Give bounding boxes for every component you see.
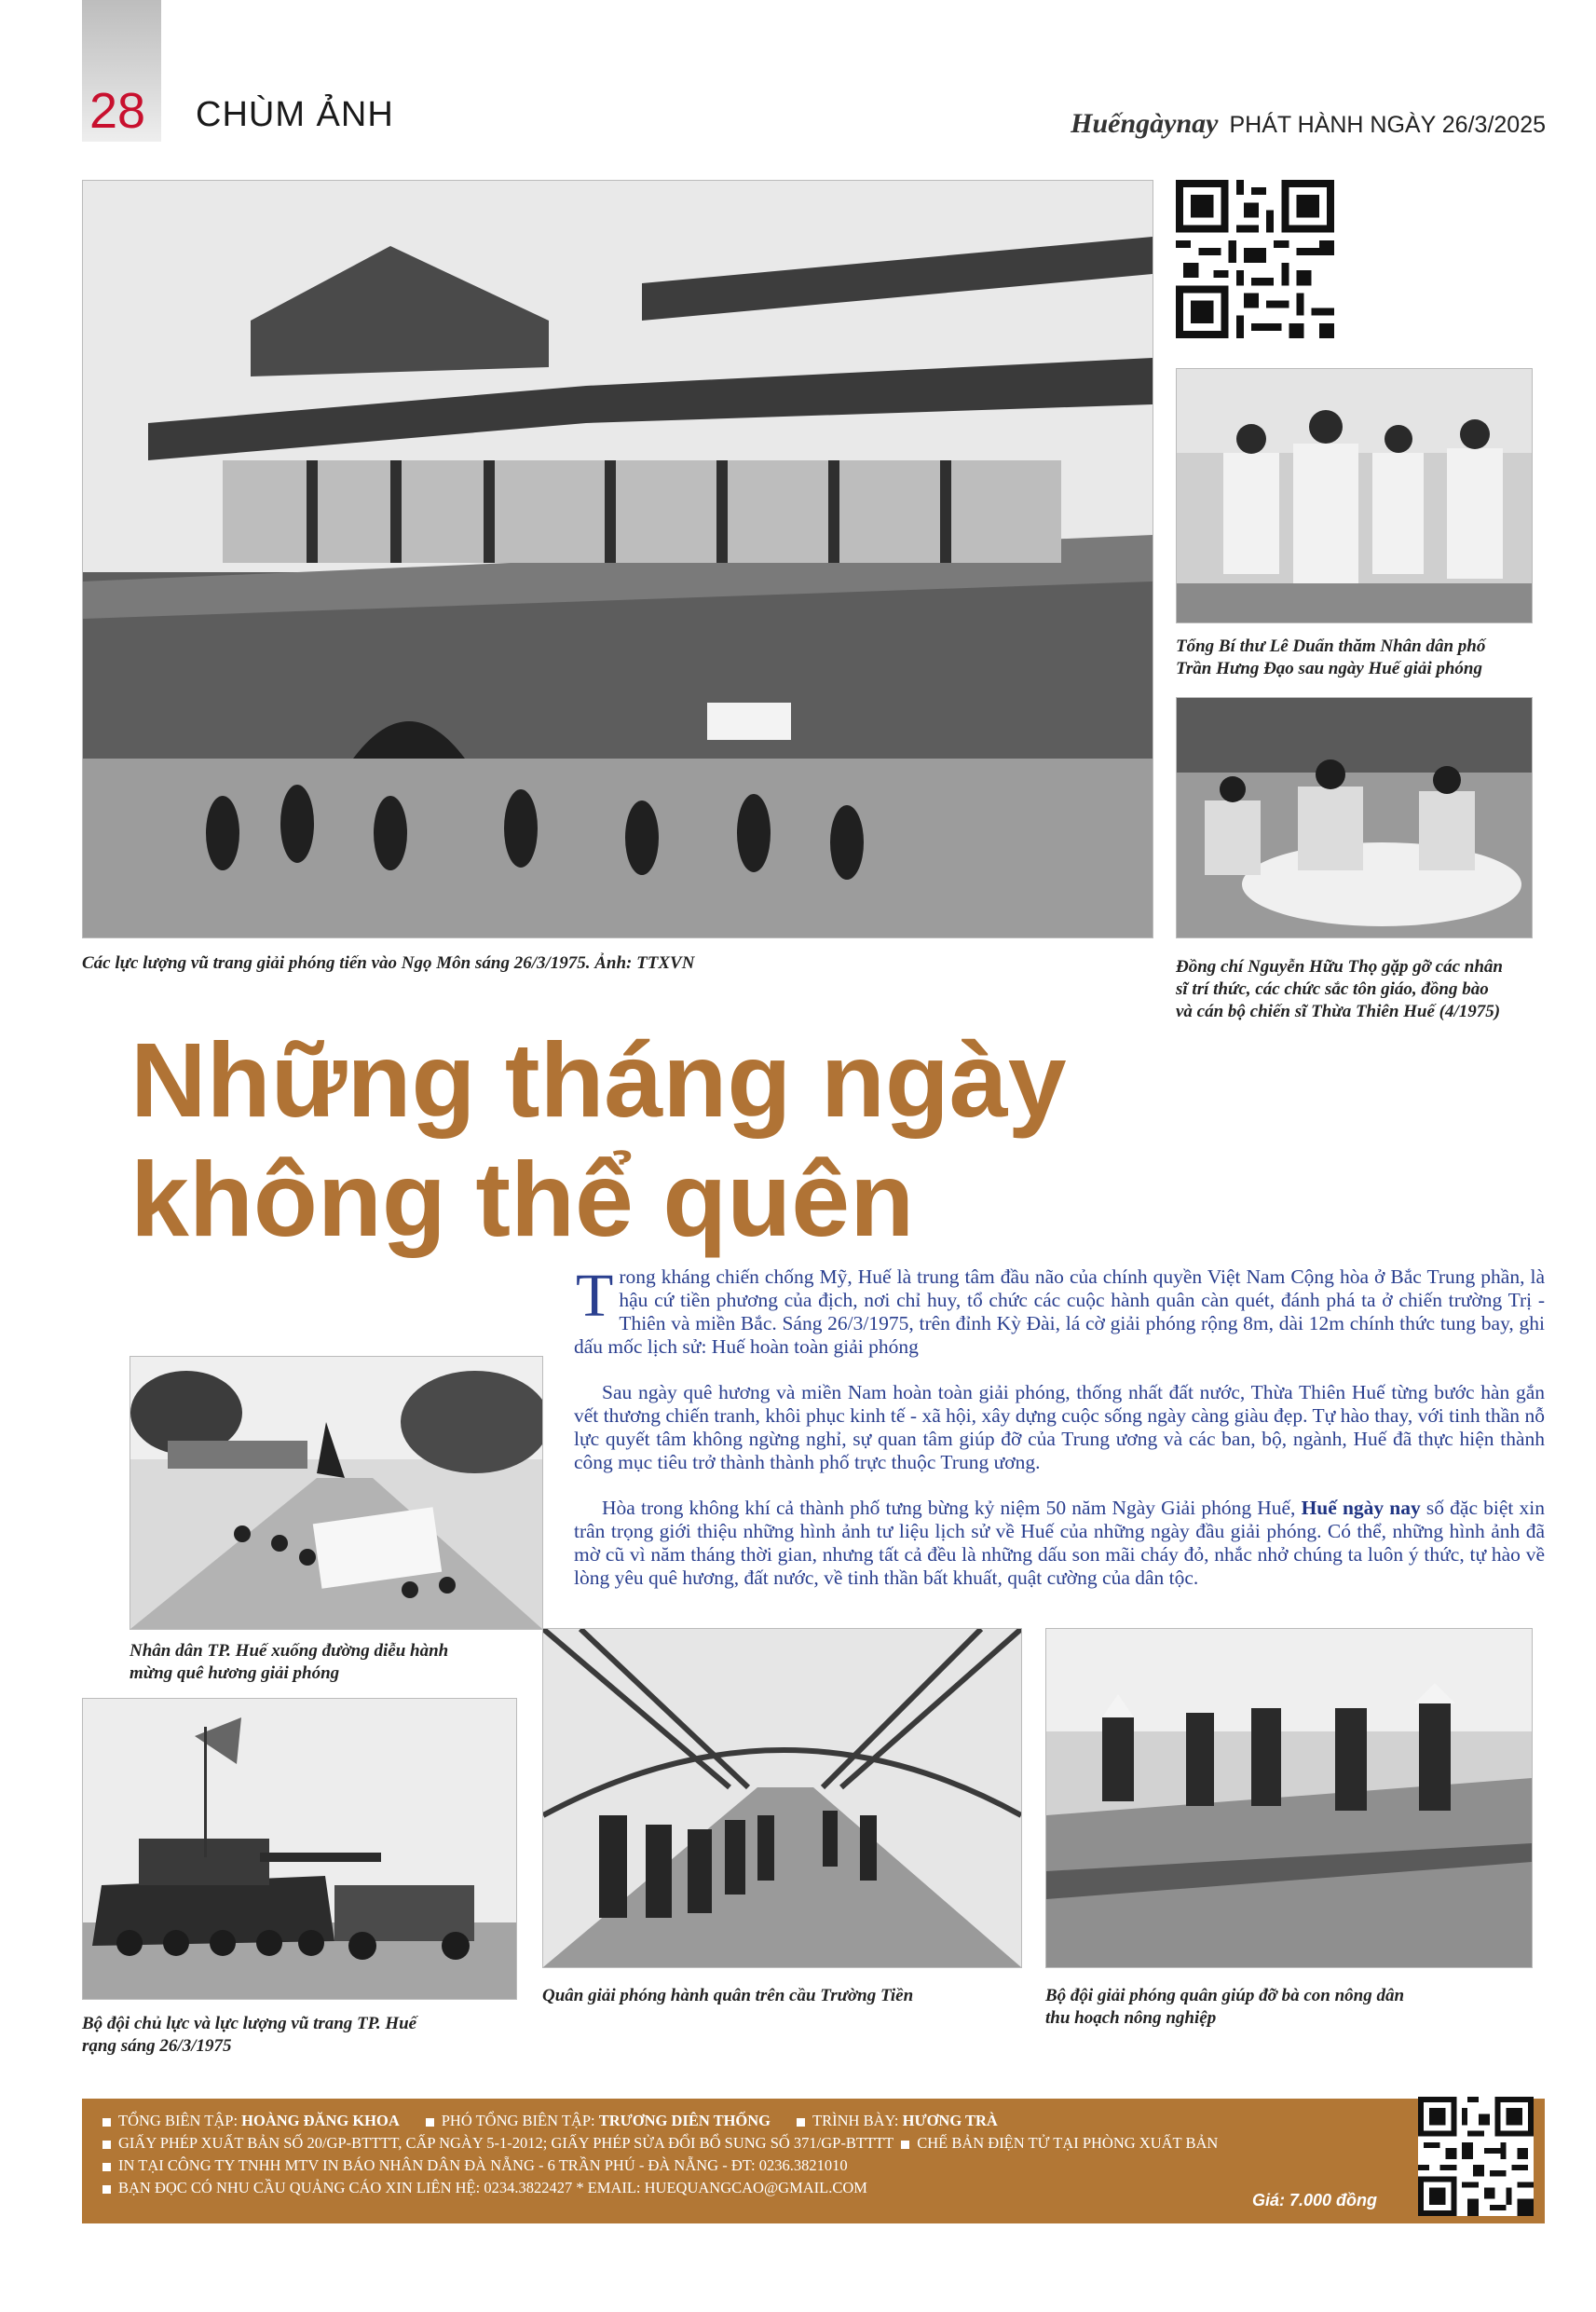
caption-le-duan bbox=[1176, 636, 1548, 680]
layout-designer bbox=[797, 2110, 998, 2132]
printer-text bbox=[102, 2155, 848, 2177]
photo-ngo-mon bbox=[82, 180, 1153, 938]
publication-name: Huế ngày nay bbox=[1301, 1497, 1421, 1519]
photo-tank bbox=[82, 1698, 517, 2000]
caption-line: Nhân dân TP. Huế xuống đường diễu hành bbox=[130, 1641, 449, 1661]
footer-license-line bbox=[102, 2132, 1314, 2155]
bullet-square-icon bbox=[901, 2141, 909, 2149]
editor-label: TỔNG BIÊN TẬP: bbox=[118, 2112, 239, 2129]
deputy-name: TRƯƠNG DIÊN THỐNG bbox=[598, 2112, 771, 2129]
masthead-logo: Huếngàynay bbox=[1071, 108, 1219, 139]
bullet-square-icon bbox=[797, 2118, 805, 2127]
footer-printer-line bbox=[102, 2155, 1314, 2177]
headline-line-2: không thể quên bbox=[130, 1141, 915, 1258]
caption-line: rạng sáng 26/3/1975 bbox=[82, 2036, 232, 2056]
deputy-editor bbox=[426, 2110, 771, 2132]
printer-value: IN TẠI CÔNG TY TNHH MTV IN BÁO NHÂN DÂN ĐÀ NẴNG - 6 TRẦN PHÚ - ĐÀ NẴNG - ĐT: 0236.3821010 bbox=[118, 2156, 848, 2174]
caption-line: mừng quê hương giải phóng bbox=[130, 1663, 340, 1683]
layout-label: TRÌNH BÀY: bbox=[812, 2112, 899, 2129]
caption-nguyen-huu-tho bbox=[1176, 956, 1548, 1023]
bullet-square-icon bbox=[426, 2118, 434, 2127]
license-text bbox=[102, 2132, 893, 2155]
bullet-square-icon bbox=[102, 2141, 111, 2149]
caption-line: thu hoạch nông nghiệp bbox=[1045, 2008, 1217, 2028]
caption-tank bbox=[82, 2013, 520, 2058]
caption-line: Đồng chí Nguyễn Hữu Thọ gặp gỡ các nhân bbox=[1176, 957, 1503, 977]
qr-code-top[interactable] bbox=[1176, 180, 1334, 338]
caption-farm bbox=[1045, 1985, 1548, 2030]
photo-farm bbox=[1045, 1628, 1533, 1968]
caption-parade bbox=[130, 1640, 558, 1685]
bullet-square-icon bbox=[102, 2163, 111, 2171]
paragraph-text: số đặc biệt xin trân trọng giới thiệu những hình ảnh tư liệu lịch sử về Huế của những ngày đầu giải phóng. Có thể, những hình ảnh đã mờ cũ vì năm tháng thời gian, nhưng tất cả đều là những dấu son mãi cháy đỏ, nhắc nhở chúng ta luôn ý thức, tự hào về lòng yêu quê hương, đất nước, về tinh thần bất khuất, quật cường của dân tộc. bbox=[574, 1497, 1546, 1589]
caption-line: Bộ đội giải phóng quân giúp đỡ bà con nông dân bbox=[1045, 1986, 1405, 2005]
deputy-label: PHÓ TỔNG BIÊN TẬP: bbox=[441, 2112, 595, 2129]
qr-code-bottom[interactable] bbox=[1418, 2097, 1534, 2216]
caption-ngo-mon: Các lực lượng vũ trang giải phóng tiến vào Ngọ Môn sáng 26/3/1975. Ảnh: TTXVN bbox=[82, 953, 695, 973]
editor-in-chief bbox=[102, 2110, 400, 2132]
ads-text bbox=[102, 2177, 867, 2199]
photo-le-duan bbox=[1176, 368, 1533, 623]
price: Giá: 7.000 đồng bbox=[1251, 2191, 1377, 2209]
article-paragraph-2: Sau ngày quê hương và miền Nam hoàn toàn giải phóng, thống nhất đất nước, Thừa Thiên Huế từng bước hàn gắn vết thương chiến tranh, khôi phục kinh tế - xã hội, xây dựng cuộc sống ngày càng giàu đẹp. Tự hào thay, với tinh thần nỗ lực quyết tâm không ngừng nghỉ, sự quan tâm giúp đỡ của Trung ương và các ban, bộ, ngành, Huế đã thực hiện thành công mục tiêu trở thành thành phố trực thuộc Trung ương. bbox=[574, 1381, 1545, 1473]
photo-nguyen-huu-tho bbox=[1176, 697, 1533, 938]
article-paragraph-3 bbox=[574, 1497, 1545, 1590]
drop-cap: T bbox=[576, 1262, 614, 1330]
caption-line: sĩ trí thức, các chức sắc tôn giáo, đồng bào bbox=[1176, 979, 1489, 999]
masthead bbox=[1071, 108, 1546, 140]
caption-line: và cán bộ chiến sĩ Thừa Thiên Huế (4/1975) bbox=[1176, 1002, 1501, 1021]
article-body bbox=[574, 1262, 1546, 1612]
release-date: PHÁT HÀNH NGÀY 26/3/2025 bbox=[1229, 112, 1546, 138]
bullet-square-icon bbox=[102, 2185, 111, 2194]
caption-line: Bộ đội chủ lực và lực lượng vũ trang TP. Huế bbox=[82, 2014, 417, 2033]
headline bbox=[130, 1020, 1155, 1259]
caption-line: Tổng Bí thư Lê Duẩn thăm Nhân dân phố bbox=[1176, 636, 1486, 656]
license-value: GIẤY PHÉP XUẤT BẢN SỐ 20/GP-BTTTT, CẤP NGÀY 5-1-2012; GIẤY PHÉP SỬA ĐỔI BỔ SUNG SỐ 371/GP-BTTTT bbox=[118, 2134, 894, 2152]
footer-staff-line bbox=[102, 2110, 1314, 2132]
footer-lines bbox=[102, 2110, 1314, 2199]
article-paragraph-1 bbox=[574, 1262, 1545, 1359]
layout-name: HƯƠNG TRÀ bbox=[902, 2112, 998, 2129]
photo-bridge bbox=[542, 1628, 1022, 1968]
footer-credits bbox=[82, 2099, 1545, 2223]
caption-bridge: Quân giải phóng hành quân trên cầu Trường Tiền bbox=[542, 1986, 914, 2005]
typesetting-value: CHẾ BẢN ĐIỆN TỬ TẠI PHÒNG XUẤT BẢN bbox=[917, 2134, 1219, 2152]
paragraph-text: rong kháng chiến chống Mỹ, Huế là trung tâm đầu não của chính quyền Việt Nam Cộng hòa ở Bắc Trung phần, là hậu cứ tiền phương của địch, nơi chỉ huy, tổ chức các cuộc hành quân càn quét, đánh phá ta ở chiến trường Trị - Thiên và miền Bắc. Sáng 26/3/1975, trên đỉnh Kỳ Đài, lá cờ giải phóng rộng 8m, dài 12m chính thức tung bay, ghi dấu mốc lịch sử: Huế hoàn toàn giải phóng bbox=[574, 1265, 1545, 1358]
editor-name: HOÀNG ĐĂNG KHOA bbox=[241, 2112, 400, 2129]
caption-line: Trần Hưng Đạo sau ngày Huế giải phóng bbox=[1176, 659, 1482, 678]
section-title: CHÙM ẢNH bbox=[196, 95, 394, 134]
ads-value: BẠN ĐỌC CÓ NHU CẦU QUẢNG CÁO XIN LIÊN HỆ: 0234.3822427 * EMAIL: HUEQUANGCAO@GMAIL.COM bbox=[118, 2179, 867, 2196]
typesetting-text bbox=[901, 2132, 1218, 2155]
photo-parade bbox=[130, 1356, 543, 1630]
footer-ads-line bbox=[102, 2177, 1314, 2199]
paragraph-text: Hòa trong không khí cả thành phố tưng bừng kỷ niệm 50 năm Ngày Giải phóng Huế, bbox=[602, 1497, 1296, 1519]
bullet-square-icon bbox=[102, 2118, 111, 2127]
page-number: 28 bbox=[89, 83, 146, 139]
headline-line-1: Những tháng ngày bbox=[130, 1021, 1067, 1139]
